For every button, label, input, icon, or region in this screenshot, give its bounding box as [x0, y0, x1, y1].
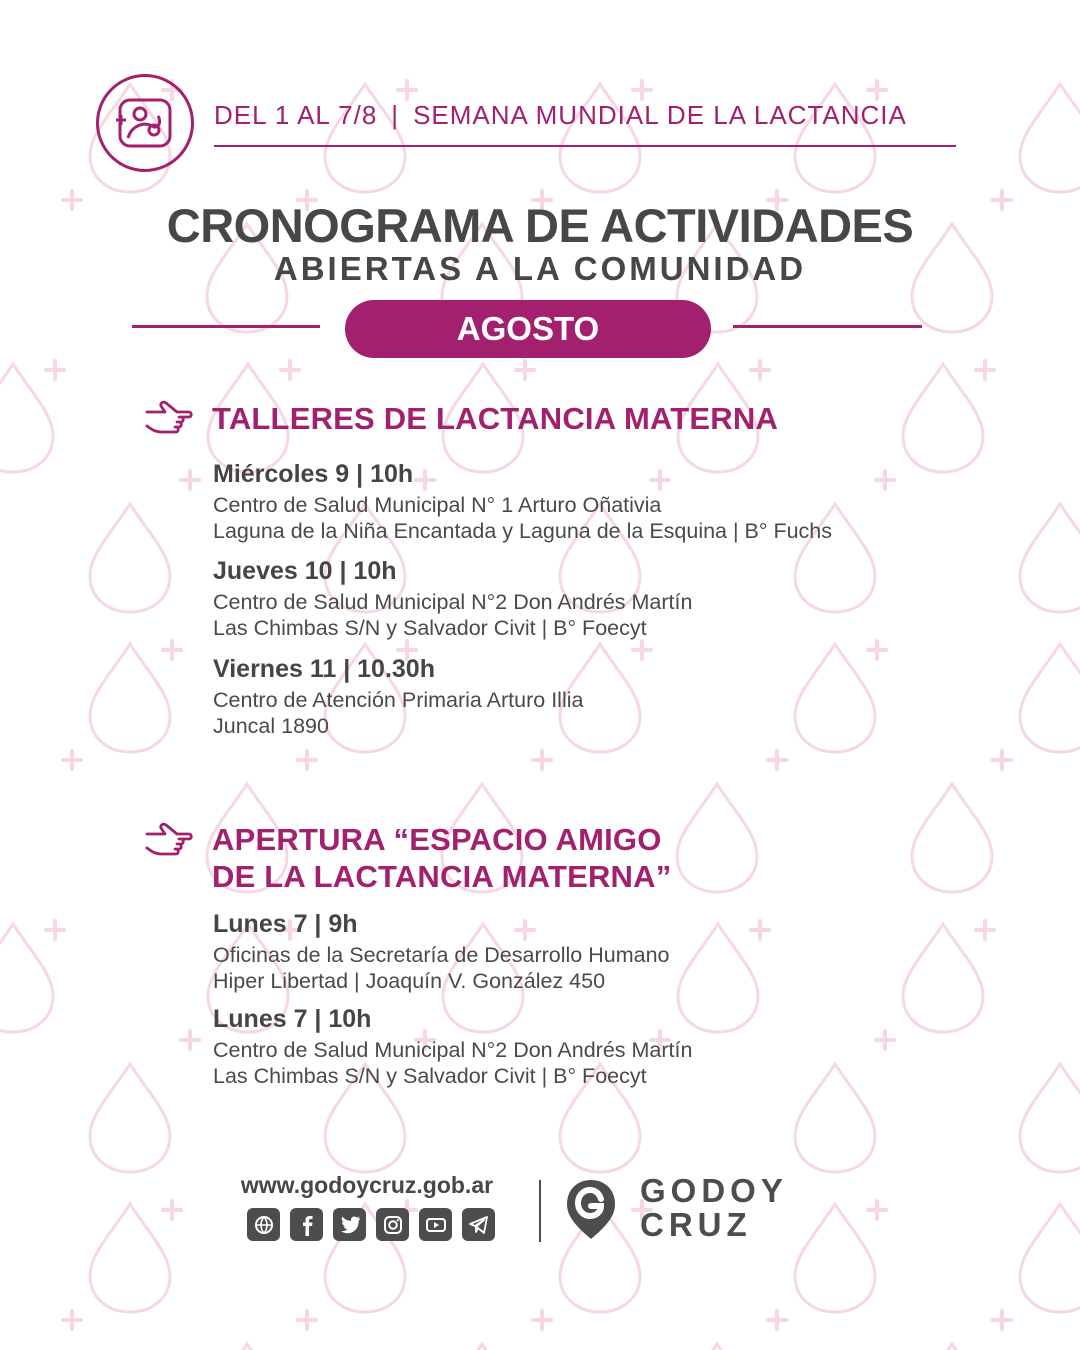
page-subtitle: ABIERTAS A LA COMUNIDAD [273, 250, 807, 287]
drop-shape [795, 1204, 875, 1312]
event-place: Centro de Salud Municipal N° 1 Arturo Oñativia [213, 493, 662, 517]
footer-divider [539, 1180, 541, 1242]
drop-shape [677, 784, 757, 892]
header-separator: | [391, 100, 400, 130]
event-apertura-2 [213, 1004, 692, 1089]
plus-shape [46, 921, 64, 939]
plus-shape [876, 1031, 894, 1049]
event-address: Laguna de la Niña Encantada y Laguna de la Esquina | B° Fuchs [213, 519, 833, 543]
plus-shape [398, 81, 416, 99]
month-badge: AGOSTO [345, 300, 711, 358]
mother-baby-icon [112, 90, 178, 156]
plus-shape [516, 361, 534, 379]
event-talleres-1 [213, 459, 832, 544]
section-title-line: TALLERES DE LACTANCIA MATERNA [212, 401, 779, 436]
plus-shape [976, 361, 994, 379]
plus-shape [768, 751, 786, 769]
event-date: Viernes 11 | 10.30h [213, 655, 435, 683]
pointing-hand-icon [143, 398, 193, 438]
drop-shape [442, 1344, 522, 1350]
drop-shape [0, 924, 53, 1032]
plus-shape [63, 751, 81, 769]
plus-shape [181, 471, 199, 489]
event-date: Lunes 7 | 10h [213, 1005, 372, 1033]
drop-shape [795, 644, 875, 752]
event-address: Hiper Libertad | Joaquín V. González 450 [213, 969, 606, 993]
drop-shape [1020, 644, 1080, 752]
header-dates: DEL 1 AL 7/8 [214, 100, 378, 130]
plus-shape [46, 361, 64, 379]
plus-shape [751, 361, 769, 379]
event-place: Oficinas de la Secretaría de Desarrollo Humano [213, 943, 670, 967]
plus-shape [181, 1031, 199, 1049]
twitter-icon[interactable] [333, 1208, 366, 1241]
plus-shape [298, 1311, 316, 1329]
plus-shape [993, 1311, 1011, 1329]
section-title-line: DE LA LACTANCIA MATERNA” [212, 859, 672, 894]
section-title-apertura [212, 821, 671, 895]
event-place: Centro de Salud Municipal N°2 Don Andrés Martín [213, 1038, 693, 1062]
plus-shape [768, 1311, 786, 1329]
page-title: CRONOGRAMA DE ACTIVIDADES [166, 199, 914, 252]
event-talleres-2 [213, 556, 692, 641]
event-talleres-3 [213, 654, 583, 739]
drop-shape [903, 924, 983, 1032]
divider-right [733, 325, 922, 328]
header-event-name: SEMANA MUNDIAL DE LA LACTANCIA [413, 100, 907, 130]
section-title-talleres [212, 400, 778, 437]
drop-shape [912, 1344, 992, 1350]
plus-shape [533, 1311, 551, 1329]
social-icons-row [247, 1208, 495, 1241]
godoy-cruz-logo-icon [563, 1176, 619, 1242]
web-icon[interactable] [247, 1208, 280, 1241]
drop-shape [90, 1204, 170, 1312]
divider-left [132, 325, 320, 328]
drop-shape [1020, 504, 1080, 612]
drop-shape [1020, 1204, 1080, 1312]
brand-line: GODOY [640, 1172, 788, 1209]
plus-shape [868, 641, 886, 659]
plus-shape [868, 1201, 886, 1219]
drop-shape [90, 504, 170, 612]
drop-shape [90, 1064, 170, 1172]
plus-shape [163, 641, 181, 659]
plus-shape [63, 1311, 81, 1329]
drop-shape [0, 364, 53, 472]
drop-shape [795, 1064, 875, 1172]
event-address: Juncal 1890 [213, 714, 329, 738]
event-address: Las Chimbas S/N y Salvador Civit | B° Foecyt [213, 1064, 647, 1088]
plus-shape [993, 751, 1011, 769]
plus-shape [876, 471, 894, 489]
brand-name [640, 1174, 788, 1242]
drop-shape [912, 784, 992, 892]
drop-shape [677, 1344, 757, 1350]
plus-shape [298, 751, 316, 769]
plus-shape [976, 921, 994, 939]
plus-shape [868, 81, 886, 99]
pointing-hand-icon [143, 820, 193, 860]
event-place: Centro de Atención Primaria Arturo Illia [213, 688, 584, 712]
event-place: Centro de Salud Municipal N°2 Don Andrés Martín [213, 590, 693, 614]
facebook-icon[interactable] [290, 1208, 323, 1241]
brand-line: CRUZ [640, 1206, 752, 1243]
drop-shape [90, 644, 170, 752]
drop-shape [903, 364, 983, 472]
plus-shape [281, 361, 299, 379]
drop-shape [1020, 84, 1080, 192]
drop-shape [1020, 1064, 1080, 1172]
instagram-icon[interactable] [376, 1208, 409, 1241]
event-date: Miércoles 9 | 10h [213, 460, 414, 488]
plus-shape [751, 921, 769, 939]
plus-shape [533, 751, 551, 769]
event-apertura-1 [213, 909, 670, 994]
plus-shape [163, 1201, 181, 1219]
event-address: Las Chimbas S/N y Salvador Civit | B° Foecyt [213, 616, 647, 640]
event-date: Lunes 7 | 9h [213, 910, 358, 938]
event-date: Jueves 10 | 10h [213, 557, 397, 585]
plus-shape [633, 641, 651, 659]
telegram-icon[interactable] [462, 1208, 495, 1241]
section-title-line: APERTURA “ESPACIO AMIGO [212, 822, 662, 857]
plus-shape [633, 81, 651, 99]
website-link[interactable]: www.godoycruz.gob.ar [240, 1172, 494, 1198]
drop-shape [207, 1344, 287, 1350]
breastfeeding-logo [96, 74, 194, 172]
header-banner [214, 100, 956, 147]
youtube-icon[interactable] [419, 1208, 452, 1241]
